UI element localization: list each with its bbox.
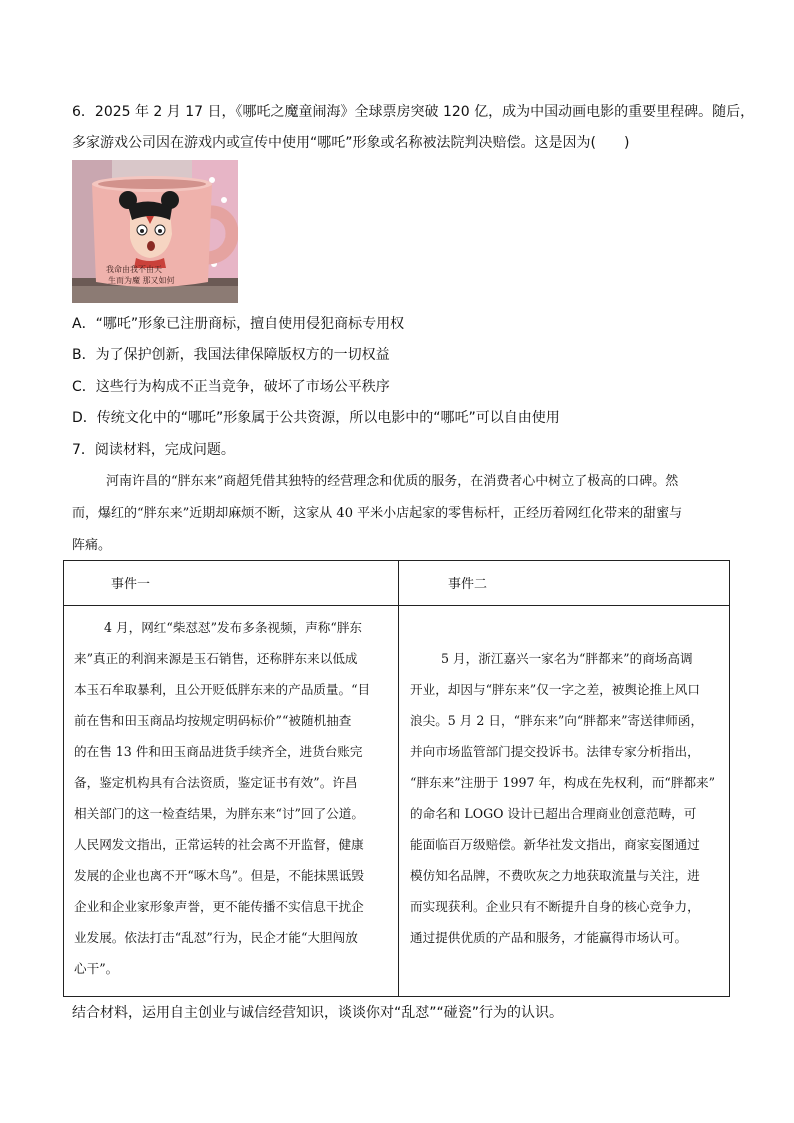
event-2-line: 而实现获利。企业只有不断提升自身的核心竞争力， (410, 899, 700, 914)
material-line-1: 河南许昌的“胖东来”商超凭借其独特的经营理念和优质的服务，在消费者心中树立了极高的口碑。然 (106, 474, 679, 489)
event-1-line: 心干”。 (74, 961, 119, 976)
question-6-line-1: 6．2025 年 2 月 17 日，《哪吒之魔童闹海》全球票房突破 120 亿，成为中国动画电影的重要里程碑。随后， (72, 104, 755, 120)
event-2-line: 5 月，浙江嘉兴一家名为“胖都来”的商场高调 (441, 651, 693, 666)
question-6-line-2: 多家游戏公司因在游戏内或宣传中使用“哪吒”形象或名称被法院判决赔偿。这是因为( ) (72, 135, 630, 151)
event-1-line: 企业和企业家形象声誉，更不能传播不实信息干扰企 (74, 899, 364, 914)
question-7-stem: 7．阅读材料，完成问题。 (72, 442, 235, 458)
event-1-line: 人民网发文指出，正常运转的社会离不开监督，健康 (74, 837, 364, 852)
option-b: B．为了保护创新，我国法律保障版权方的一切权益 (72, 347, 390, 363)
material-line-2: 而，爆红的“胖东来”近期却麻烦不断，这家从 40 平米小店起家的零售标杆，正经历着网红化带来的甜蜜与 (72, 506, 683, 521)
event-1-line: 相关部门的这一检查结果，为胖东来“讨”回了公道。 (74, 806, 364, 821)
event-1-line: 来”真正的利润来源是玉石销售，还称胖东来以低成 (74, 651, 358, 666)
event-2-line: 模仿知名品牌，不费吹灰之力地获取流量与关注，进 (410, 868, 700, 883)
event-1-line: 的在售 13 件和田玉商品进货手续齐全，进货台账完 (74, 744, 363, 759)
material-line-3: 阵痛。 (72, 538, 112, 553)
event-2-line: 并向市场监管部门提交投诉书。法律专家分析指出， (410, 744, 700, 759)
event-1-line: 本玉石牟取暴利，且公开贬低胖东来的产品质量。“目 (74, 682, 371, 697)
option-c: C．这些行为构成不正当竞争，破坏了市场公平秩序 (72, 379, 390, 395)
event-1-line: 备，鉴定机构具有合法资质，鉴定证书有效”。许昌 (74, 775, 358, 790)
mug-slogan-line-1: 我命由我不由天 (106, 265, 162, 274)
event-2-line: “胖东来”注册于 1997 年，构成在先权利，而“胖都来” (410, 775, 716, 790)
event-1-line: 前在售和田玉商品均按规定明码标价”“被随机抽查 (74, 713, 352, 728)
event-1-line: 4 月，网红“柴怼怼”发布多条视频，声称“胖东 (104, 620, 363, 635)
table-header-event-1: 事件一 (111, 577, 151, 592)
event-2-line: 的命名和 LOGO 设计已超出合理商业创意范畴，可 (410, 806, 697, 821)
question-7-task: 结合材料，运用自主创业与诚信经营知识，谈谈你对“乱怼”“碰瓷”行为的认识。 (72, 1005, 564, 1021)
table-header-event-2: 事件二 (448, 577, 488, 592)
event-2-line: 开业，却因与“胖东来”仅一字之差，被舆论推上风口 (410, 682, 700, 697)
event-1-line: 发展的企业也离不开“啄木鸟”。但是，不能抹黑诋毁 (74, 868, 364, 883)
event-2-line: 浪尖。5 月 2 日，“胖东来”向“胖都来”寄送律师函， (410, 713, 704, 728)
event-1-line: 业发展。依法打击“乱怼”行为，民企才能“大胆闯放 (74, 930, 358, 945)
option-d: D．传统文化中的“哪吒”形象属于公共资源，所以电影中的“哪吒”可以自由使用 (72, 410, 560, 426)
nezha-mug-photo (72, 160, 238, 303)
events-table (63, 560, 730, 997)
option-a: A．“哪吒”形象已注册商标，擅自使用侵犯商标专用权 (72, 316, 405, 332)
event-2-line: 能面临百万级赔偿。新华社发文指出，商家妄图通过 (410, 837, 700, 852)
mug-slogan-line-2: 生而为魔 那又如何 (108, 276, 175, 285)
event-2-line: 通过提供优质的产品和服务，才能赢得市场认可。 (410, 930, 688, 945)
